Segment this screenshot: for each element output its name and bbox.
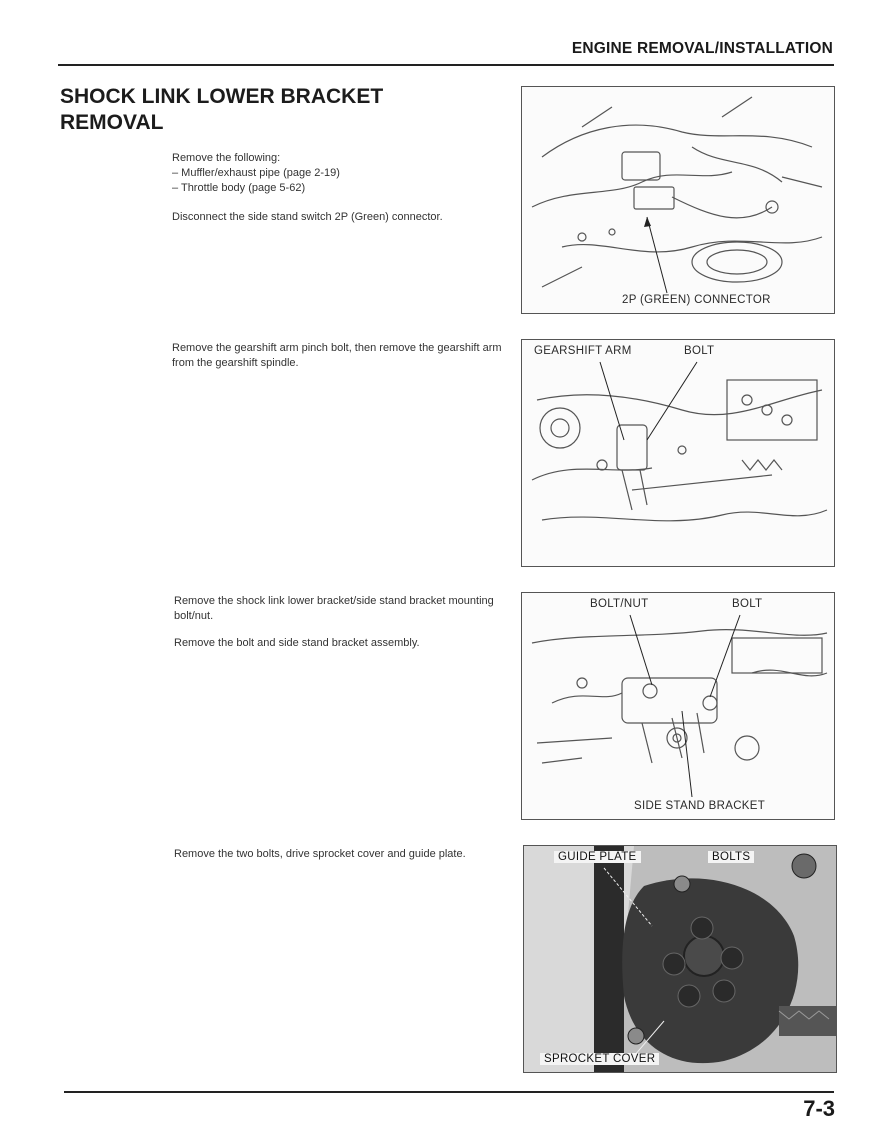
header-rule <box>58 64 834 66</box>
side-stand-bracket-label: SIDE STAND BRACKET <box>634 800 766 812</box>
sprocket-cover-photo <box>524 846 836 1072</box>
step-1-intro: Remove the following: <box>172 152 281 164</box>
figure-sprocket-cover-photo <box>523 845 837 1073</box>
step-3-instruction-2: Remove the bolt and side stand bracket assembly. <box>174 637 420 649</box>
bolt-label: BOLT <box>684 345 715 357</box>
guide-plate-label: GUIDE PLATE <box>554 851 641 863</box>
gearshift-arm-label: GEARSHIFT ARM <box>534 345 632 357</box>
page-number: 7-3 <box>803 1096 835 1121</box>
step-1-item-2: – Throttle body (page 5-62) <box>172 182 306 194</box>
step-4-instruction: Remove the two bolts, drive sprocket cover and guide plate. <box>174 848 466 860</box>
step-1-instruction: Disconnect the side stand switch 2P (Green) connector. <box>172 211 443 223</box>
step-1-text <box>172 151 507 225</box>
step-2-text <box>172 341 507 371</box>
running-header: ENGINE REMOVAL/INSTALLATION <box>571 40 833 57</box>
bracket-illustration <box>522 593 834 819</box>
step-3-text <box>174 594 509 651</box>
step-1-item-1: – Muffler/exhaust pipe (page 2-19) <box>172 167 340 179</box>
bolts-label: BOLTS <box>708 851 754 863</box>
step-3-instruction: Remove the shock link lower bracket/side stand bracket mounting bolt/nut. <box>174 595 494 622</box>
connector-label: 2P (GREEN) CONNECTOR <box>622 294 771 306</box>
connector-illustration <box>522 87 834 313</box>
step-2-instruction: Remove the gearshift arm pinch bolt, then remove the gearshift arm from the gearshift spindle. <box>172 342 502 369</box>
figure-gearshift-arm <box>521 339 835 567</box>
section-title: SHOCK LINK LOWER BRACKET REMOVAL <box>60 85 384 134</box>
bolt-nut-label: BOLT/NUT <box>590 598 649 610</box>
figure-connector <box>521 86 835 314</box>
step-4-text <box>174 847 509 862</box>
footer-rule <box>64 1091 834 1093</box>
figure-side-stand-bracket <box>521 592 835 820</box>
sprocket-cover-label: SPROCKET COVER <box>540 1053 659 1065</box>
gearshift-illustration <box>522 340 834 566</box>
bolt-label: BOLT <box>732 598 763 610</box>
